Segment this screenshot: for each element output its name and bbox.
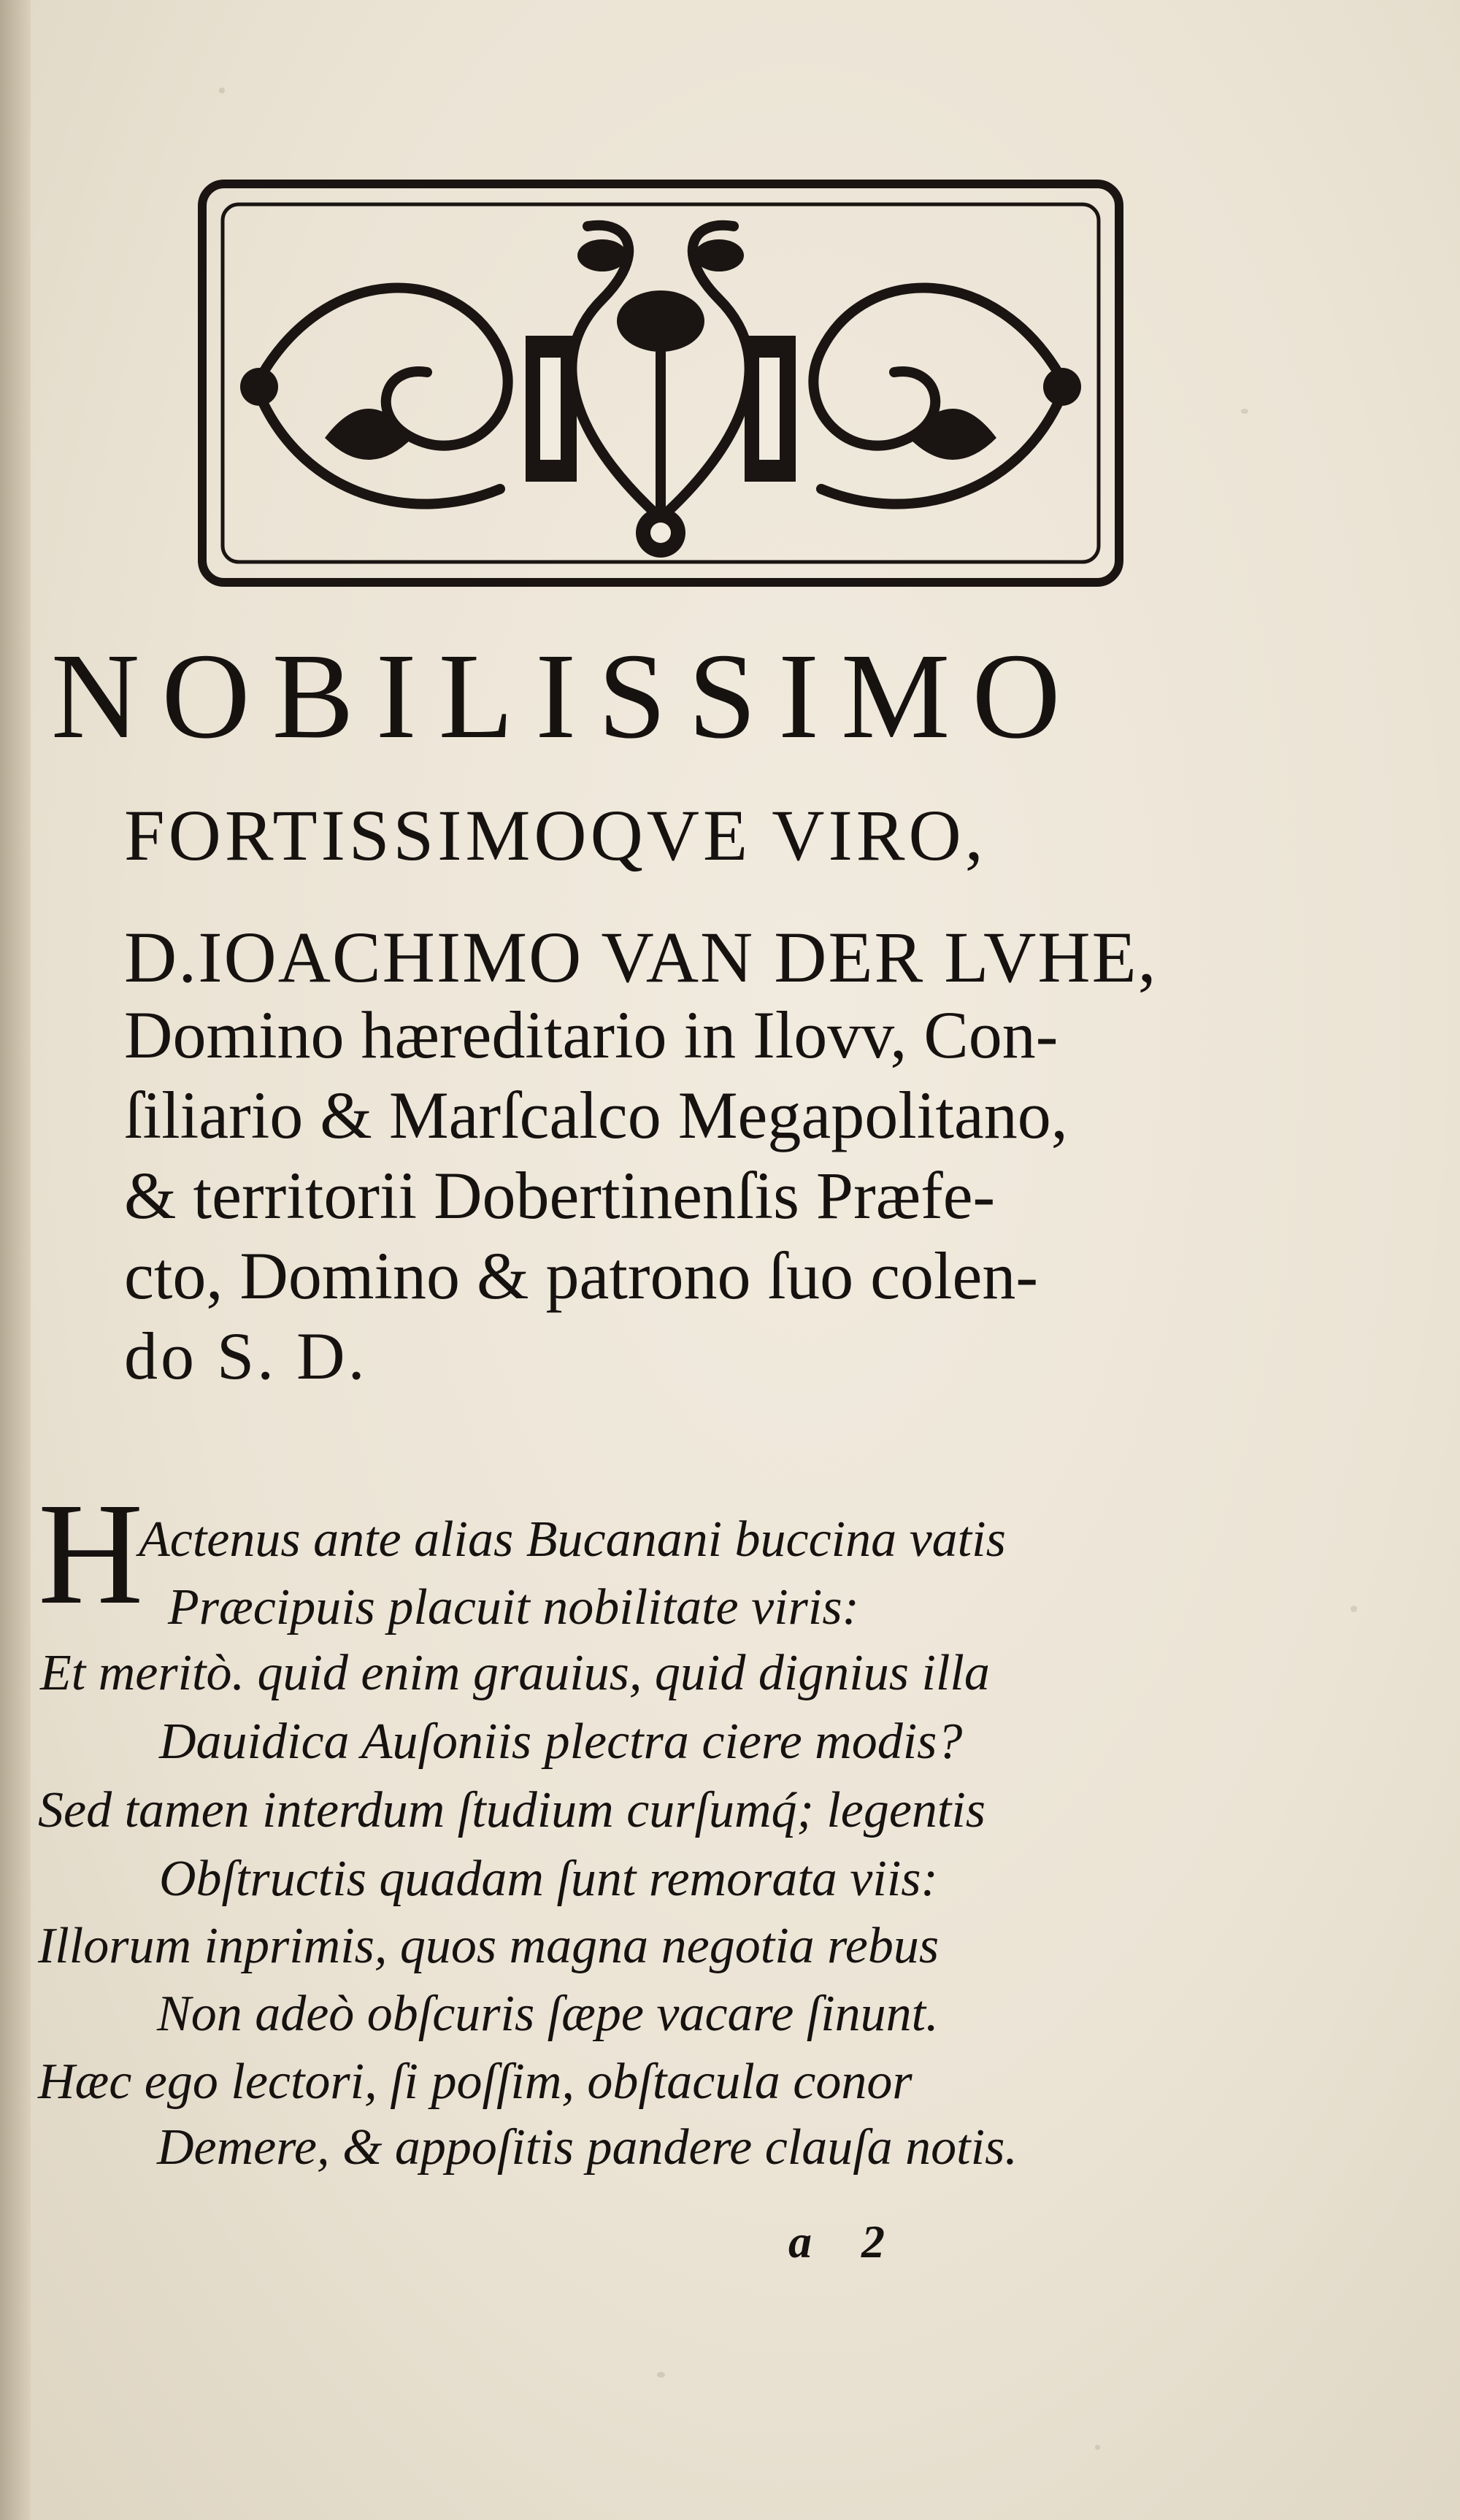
dedication-line-2: FORTISSIMOQVE VIRO, — [124, 795, 987, 876]
paper-speck — [1095, 2445, 1100, 2450]
poem-line: Et meritò. quid enim grauius, quid dignius illa — [40, 1645, 990, 1701]
floral-woodcut-headpiece-icon — [193, 175, 1128, 591]
dedication-line-8: do S. D. — [124, 1319, 368, 1393]
dedication-line-4: Domino hæreditario in Ilovv, Con- — [124, 998, 1058, 1072]
dedication-title: NOBILISSIMO — [51, 628, 1083, 764]
paper-speck — [657, 2372, 665, 2378]
dedication-line-6: & territorii Dobertinenſis Præfe- — [124, 1158, 996, 1233]
signature-mark: a 2 — [788, 2216, 904, 2267]
poem-line: Præcipuis placuit nobilitate viris: — [168, 1579, 859, 1635]
poem-line: Illorum inprimis, quos magna negotia rebus — [38, 1918, 940, 1974]
poem-line: Obſtructis quadam ſunt remorata viis: — [159, 1851, 938, 1907]
poem-line: Actenus ante alias Bucanani buccina vatis — [139, 1511, 1006, 1568]
paper-speck — [1350, 1606, 1357, 1612]
dedication-line-3: D.IOACHIMO VAN DER LVHE, — [124, 917, 1158, 998]
paper-speck — [219, 88, 225, 93]
paper-speck — [1241, 409, 1248, 414]
dedication-line-7: cto, Domino & patrono ſuo colen- — [124, 1238, 1038, 1313]
poem-line: Dauidica Auſoniis plectra ciere modis? — [159, 1714, 963, 1770]
poem-line: Demere, & appoſitis pandere clauſa notis. — [157, 2119, 1018, 2176]
poem-line: Non adeò obſcuris ſæpe vacare ſinunt. — [157, 1986, 939, 2042]
poem-line: Sed tamen interdum ſtudium curſumq́; legentis — [38, 1782, 986, 1838]
dedication-line-5: ſiliario & Marſcalco Megapolitano, — [124, 1078, 1068, 1152]
poem-line: Hæc ego lectori, ſi poſſim, obſtacula conor — [38, 2054, 912, 2110]
drop-cap: H — [38, 1473, 144, 1635]
binding-gutter — [0, 0, 31, 2520]
